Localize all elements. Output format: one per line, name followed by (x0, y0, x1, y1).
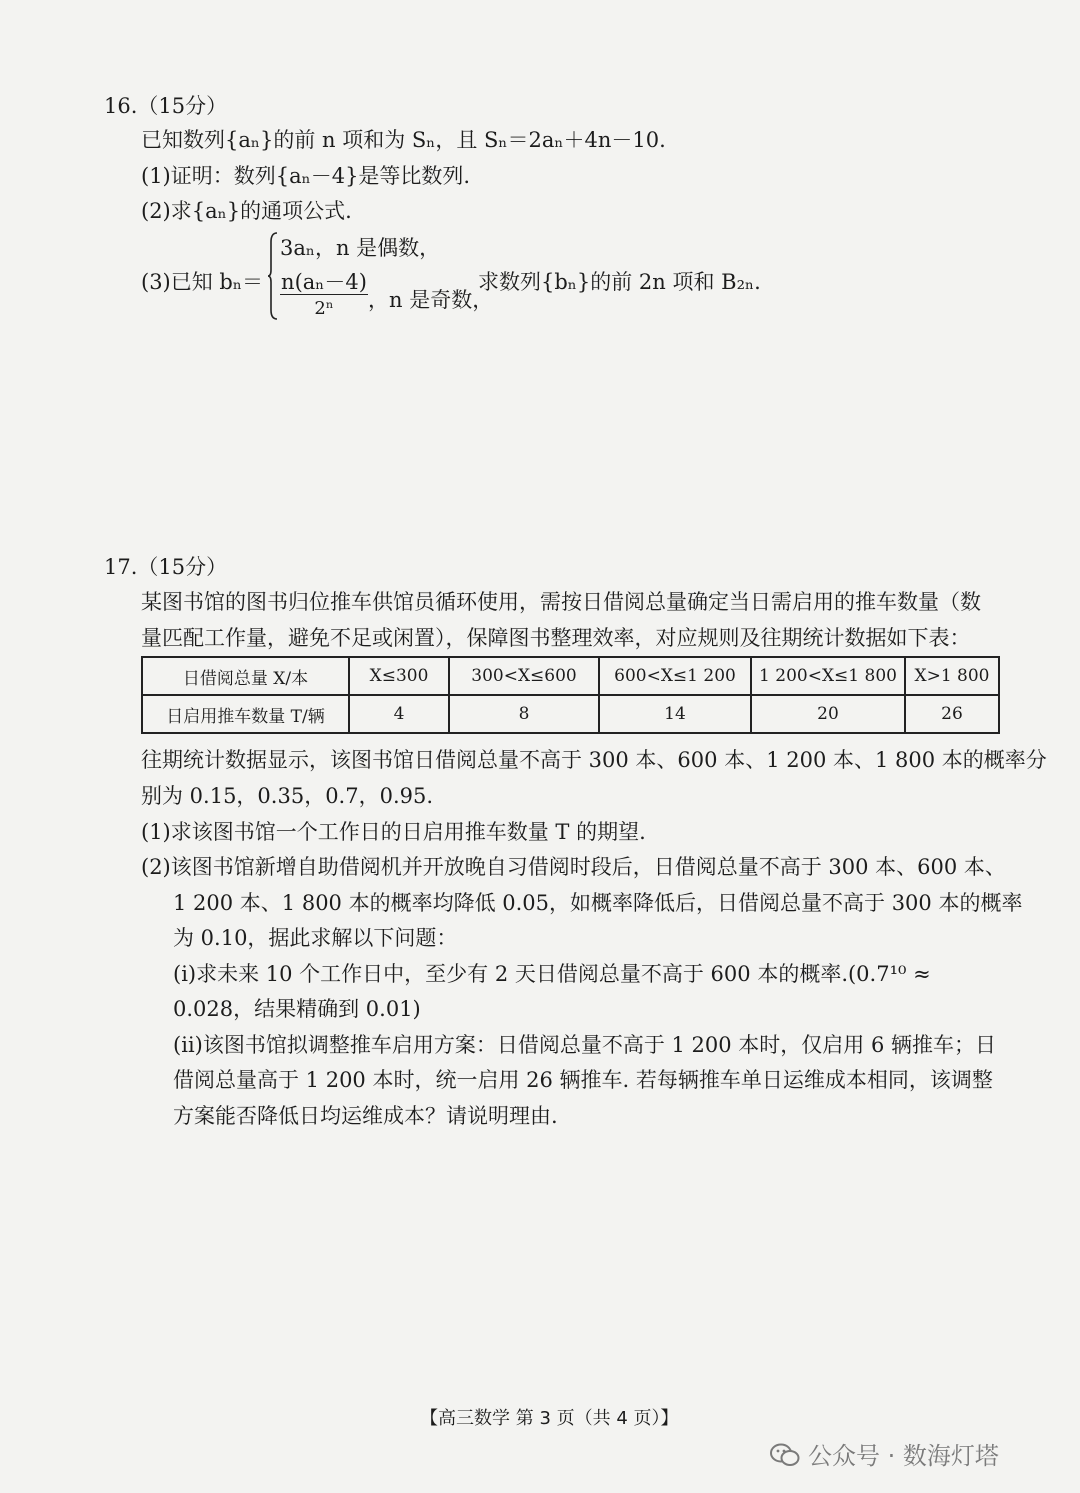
q16-part2: (2)求{aₙ}的通项公式. (141, 199, 352, 223)
table-cell: 日借阅总量 X/本 (142, 657, 349, 695)
table-cell: 日启用推车数量 T/辆 (142, 695, 349, 733)
q17-part-i-line2: 0.028，结果精确到 0.01) (173, 997, 421, 1021)
q17-part2-line3: 为 0.10，据此求解以下问题： (173, 926, 458, 950)
case-even: 3aₙ，n 是偶数， (280, 236, 441, 260)
q17-stats-line2: 别为 0.15，0.35，0.7，0.95. (141, 784, 434, 808)
table-cell: 8 (449, 695, 599, 733)
left-brace (268, 232, 278, 320)
q17-stem-line2: 量匹配工作量，避免不足或闲置），保障图书整理效率，对应规则及往期统计数据如下表： (141, 626, 971, 650)
table-cell: 600<X≤1 200 (599, 657, 751, 695)
q17-part2-line2: 1 200 本、1 800 本的概率均降低 0.05，如概率降低后，日借阅总量不高于 300 本的概率 (173, 891, 1023, 915)
q17-header: 17.（15分） (104, 555, 228, 579)
case-odd-numerator: n(aₙ－4) (281, 270, 367, 294)
q17-part-i-line1: (ⅰ)求未来 10 个工作日中，至少有 2 天日借阅总量不高于 600 本的概率.(0.7¹⁰ ≈ (173, 962, 931, 986)
table-cell: X≤300 (349, 657, 449, 695)
table-cell: 1 200<X≤1 800 (751, 657, 905, 695)
table-cell: 4 (349, 695, 449, 733)
table-cell: X>1 800 (905, 657, 999, 695)
table-cell: 20 (751, 695, 905, 733)
q17-part-ii-line2: 借阅总量高于 1 200 本时，统一启用 26 辆推车. 若每辆推车单日运维成本相同，该调整 (173, 1068, 993, 1092)
q17-part2-line1: (2)该图书馆新增自助借阅机并开放晚自习借阅时段后，日借阅总量不高于 300 本、600 本、 (141, 855, 1006, 879)
q16-part1: (1)证明：数列{aₙ－4}是等比数列. (141, 164, 471, 188)
case-odd-condition: ，n 是奇数， (368, 288, 494, 312)
rules-table (141, 656, 1000, 734)
fraction-bar (280, 294, 368, 295)
case-odd-denominator: 2ⁿ (314, 298, 334, 319)
table-cell: 14 (599, 695, 751, 733)
table-row (142, 695, 999, 733)
q16-header: 16.（15分） (104, 94, 228, 118)
watermark (770, 1436, 999, 1471)
table-cell: 300<X≤600 (449, 657, 599, 695)
page-footer: 【高三数学 第 3 页（共 4 页）】 (420, 1408, 679, 1429)
wechat-icon (770, 1442, 800, 1468)
q16-stem: 已知数列{aₙ}的前 n 项和为 Sₙ，且 Sₙ＝2aₙ＋4n－10. (141, 128, 666, 152)
q17-part-ii-line1: (ⅱ)该图书馆拟调整推车启用方案：日借阅总量不高于 1 200 本时，仅启用 6 辆推车；日 (173, 1033, 996, 1057)
q17-stats-line1: 往期统计数据显示，该图书馆日借阅总量不高于 300 本、600 本、1 200 本、1 800 本的概率分 (141, 748, 1047, 772)
q16-part3-lead: (3)已知 bₙ＝ (141, 270, 263, 294)
q17-part-ii-line3: 方案能否降低日均运维成本？请说明理由. (173, 1104, 558, 1128)
watermark-text: 公众号 · 数海灯塔 (808, 1442, 999, 1470)
q17-stem-line1: 某图书馆的图书归位推车供馆员循环使用，需按日借阅总量确定当日需启用的推车数量（数 (141, 590, 981, 614)
table-cell: 26 (905, 695, 999, 733)
q16-part3-tail: 求数列{bₙ}的前 2n 项和 B₂ₙ. (478, 270, 761, 294)
table-row (142, 657, 999, 695)
q17-part1: (1)求该图书馆一个工作日的日启用推车数量 T 的期望. (141, 820, 646, 844)
